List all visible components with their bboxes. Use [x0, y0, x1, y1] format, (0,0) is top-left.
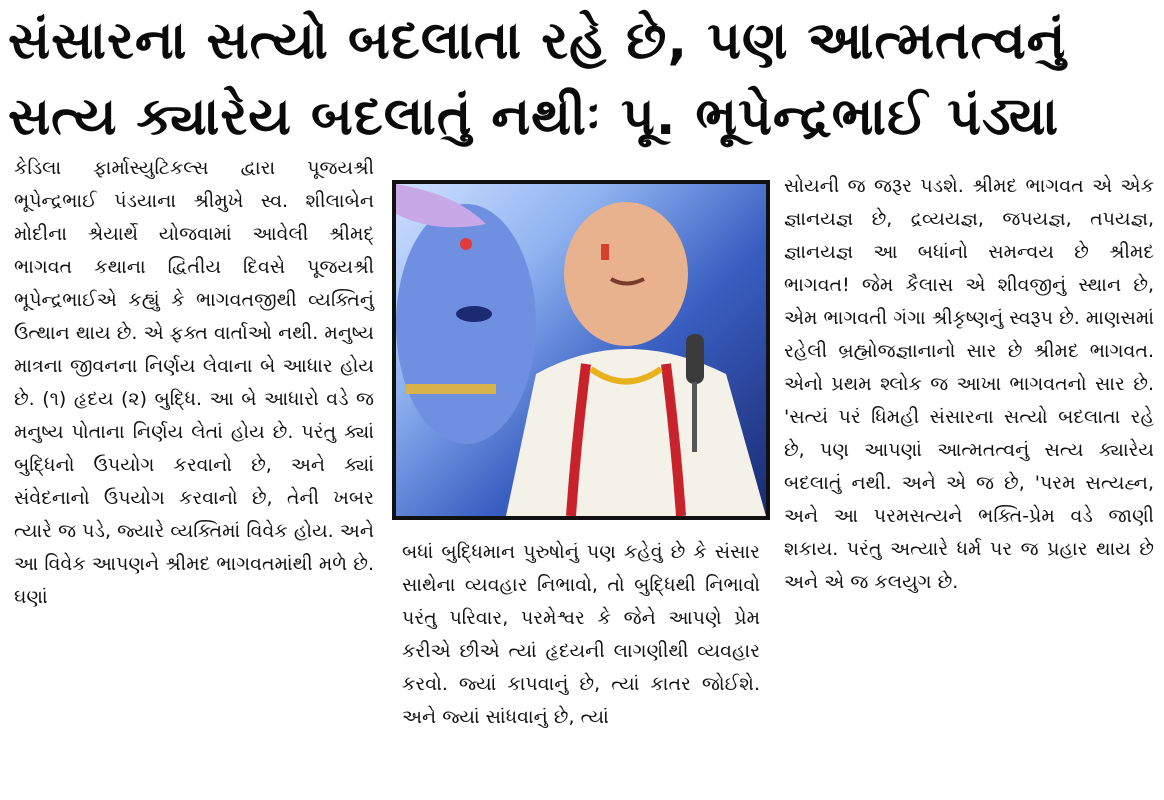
speaker-head: [564, 202, 688, 346]
krishna-tilak: [460, 238, 472, 250]
speaker-tilak: [601, 244, 609, 260]
left-column-text: કેડિલા ફાર્માસ્યુટિકલ્સ દ્વારા પૂજયશ્રી ભૂપેન્દ્રભાઈ પંડયાના શ્રીમુખે સ્વ. શીલાબેન મોદીના શ્રેયાર્થે યોજવામાં આવેલી શ્રીમદ્ ભાગવત કથાના દ્વિતીય દિવસે પૂજયશ્રી ભૂપેન્દ્રભાઈએ કહ્યું કે ભાગવતજીથી વ્યક્તિનું ઉત્થાન થાય છે. એ ફક્ત વાર્તાઓ નથી. મનુષ્ય માત્રના જીવનના નિર્ણય લેવાના બે આધાર હોય છે. (૧) હૃદય (૨) બુદ્ધિ. આ બે આધારો વડે જ મનુષ્ય પોતાના નિર્ણય લેતાં હોય છે. પરંતુ ક્યાં બુદ્ધિનો ઉપયોગ કરવાનો છે, અને ક્યાં સંવેદનાનો ઉપયોગ કરવાનો છે, તેની ખબર ત્યારે જ પડે, જ્યારે વ્યક્તિમાં વિવેક હોય. અને આ વિવેક આપણને શ્રીમદ ભાગવતમાંથી મળે છે. ઘણાં: [14, 157, 374, 608]
headline-line-2: સત્ય ક્યારેય બદલાતું નથીઃ પૂ. ભૂપેન્દ્રભાઈ પંડ્યા: [8, 87, 1060, 147]
article-left-column: [14, 152, 374, 614]
microphone-stand: [692, 382, 697, 452]
krishna-eye: [456, 306, 492, 322]
middle-column-text: બધાં બુદ્ધિમાન પુરુષોનું પણ કહેવું છે કે સંસાર સાથેના વ્યવહાર નિભાવો, તો બુદ્ધિથી નિભાવો પરંતુ પરિવાર, પરમેશ્વર કે જેને આપણે પ્રેમ કરીએ છીએ ત્યાં હૃદયની લાગણીથી વ્યવહાર કરવો. જ્યાં કાપવાનું છે, ત્યાં કાતર જોઈશે. અને જ્યાં સાંધવાનું છે, ત્યાં: [402, 541, 760, 728]
speaker-and-krishna-image: [396, 184, 766, 516]
right-column-text: સોયની જ જરૂર પડશે. શ્રીમદ ભાગવત એ એક જ્ઞાનયજ્ઞ છે, દ્રવ્યયજ્ઞ, જપયજ્ઞ, તપયજ્ઞ, જ્ઞાનયજ્ઞ આ બધાંનો સમન્વય છે શ્રીમદ ભાગવત! જેમ કૈલાસ એ શીવજીનું સ્થાન છે, એમ ભાગવતી ગંગા શ્રીકૃષ્ણનું સ્વરૂપ છે. માણસમાં રહેલી બ્રહ્મોજજ્ઞાનાનો સાર છે શ્રીમદ ભાગવત. એનો પ્રથમ શ્લોક જ આખા ભાગવતનો સાર છે. 'સત્યં પરં ધિમહી સંસારના સત્યો બદલાતા રહે છે, પણ આપણાં આત્મતત્વનું સત્ય ક્યારેય બદલાતું નથી. અને એ જ છે, 'પરમ સત્યહ્ન, અને આ પરમસત્યને ભક્તિ-પ્રેમ વડે જાણી શકાય. પરંતુ અત્યારે ધર્મ પર જ પ્રહાર થાય છે અને એ જ કલયુગ છે.: [784, 175, 1154, 593]
article-right-column: [784, 170, 1154, 599]
microphone: [686, 334, 704, 384]
headline: [0, 0, 1164, 160]
krishna-flute: [406, 384, 496, 394]
headline-line-1: સંસારના સત્યો બદલાતા રહે છે, પણ આત્મતત્વનું: [8, 11, 1067, 71]
article-photo: [392, 180, 770, 520]
article-middle-column: [402, 536, 760, 734]
speaker-robe: [506, 349, 766, 516]
